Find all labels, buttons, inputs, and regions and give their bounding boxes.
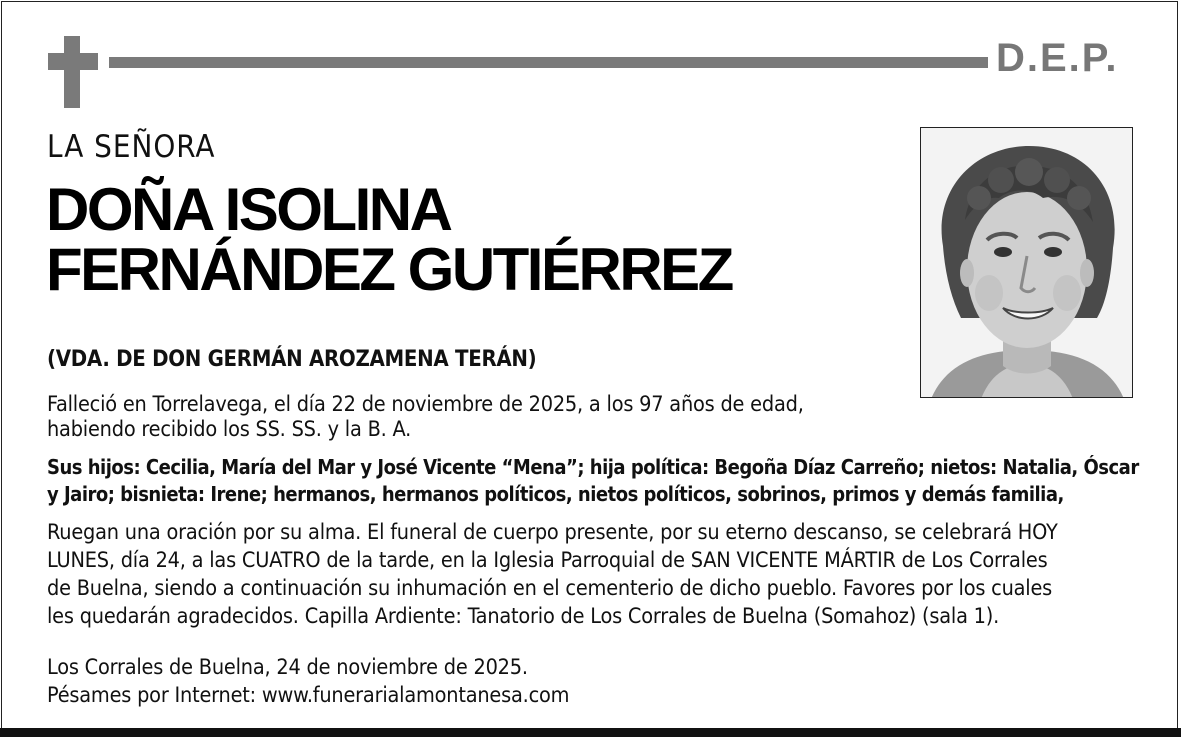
intro-label: LA SEÑORA xyxy=(47,129,216,165)
closing-paragraph xyxy=(47,654,847,710)
bottom-bar xyxy=(0,728,1181,737)
deceased-name-line1: DOÑA ISOLINA xyxy=(46,176,451,243)
deceased-name xyxy=(46,176,732,303)
latin-cross-icon xyxy=(64,36,80,108)
portrait-photo xyxy=(920,127,1133,398)
death-line: habiendo recibido los SS. SS. y la B. A. xyxy=(47,417,412,442)
funeral-line: les quedarán agradecidos. Capilla Ardiente: Tanatorio de Los Corrales de Buelna (Somahoz) (sala 1). xyxy=(47,604,1000,629)
deceased-name-line2: FERNÁNDEZ GUTIÉRREZ xyxy=(46,236,732,303)
widow-of: (VDA. DE DON GERMÁN AROZAMENA TERÁN) xyxy=(47,347,537,372)
death-paragraph xyxy=(47,392,887,442)
place-date: Los Corrales de Buelna, 24 de noviembre de 2025. xyxy=(47,655,528,680)
funeral-line: Ruegan una oración por su alma. El funeral de cuerpo presente, por su eterno descanso, se celebrará HOY xyxy=(47,520,1058,545)
family-paragraph xyxy=(47,454,1147,508)
death-line: Falleció en Torrelavega, el día 22 de noviembre de 2025, a los 97 años de edad, xyxy=(47,392,804,417)
family-line: y Jairo; bisnieta: Irene; hermanos, hermanos políticos, nietos políticos, sobrinos, primos y demás familia, xyxy=(47,482,1064,506)
header-rule xyxy=(109,57,988,68)
funeral-paragraph xyxy=(47,519,1147,631)
dep-label: D.E.P. xyxy=(996,36,1119,80)
condolences-link[interactable]: Pésames por Internet: www.funerarialamontanesa.com xyxy=(47,683,570,708)
family-line: Sus hijos: Cecilia, María del Mar y José Vicente “Mena”; hija política: Begoña Díaz Carreño; nietos: Natalia, Óscar xyxy=(47,455,1139,479)
latin-cross-icon-bar xyxy=(48,53,98,70)
funeral-line: LUNES, día 24, a las CUATRO de la tarde, en la Iglesia Parroquial de SAN VICENTE MÁRTIR de Los Corrales xyxy=(47,548,1048,573)
funeral-line: de Buelna, siendo a continuación su inhumación en el cementerio de dicho pueblo. Favores por los cuales xyxy=(47,576,1053,601)
portrait-illustration xyxy=(921,128,1133,398)
